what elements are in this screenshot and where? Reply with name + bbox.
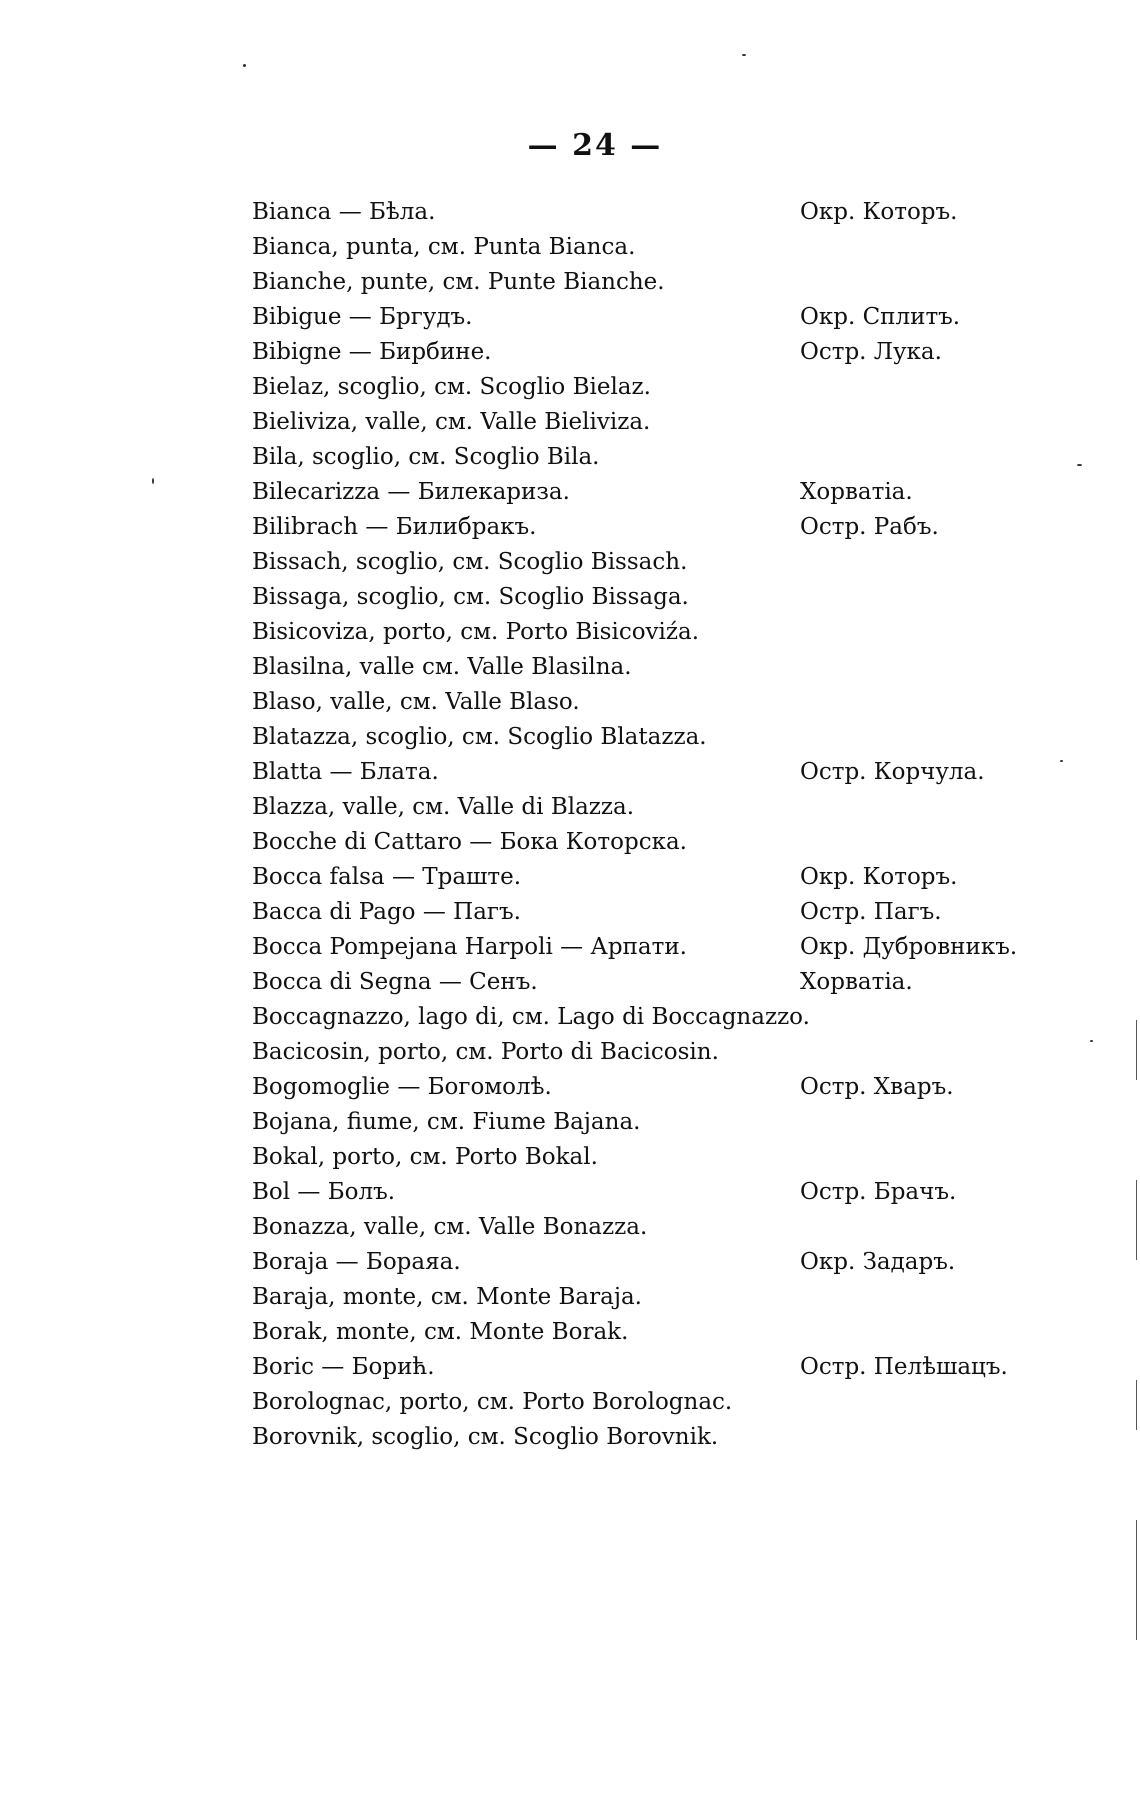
entry-region: Окр. Сплитъ. [800,304,961,330]
scan-edge-line [1136,1520,1137,1640]
entry-region: Остр. Пагъ. [800,899,942,925]
list-item [252,650,1042,685]
entry-name: Bianca — Бѣла. [252,199,436,225]
scan-edge-line [1136,1180,1137,1260]
entry-name: Bissach, scoglio, см. Scoglio Bissach. [252,549,688,575]
entry-region: Остр. Хваръ. [800,1074,954,1100]
scan-speck [152,478,154,484]
list-item [252,300,1042,335]
entry-name: Bojana, fiume, см. Fiume Bajana. [252,1109,641,1135]
entry-name: Bocca falsa — Траште. [252,864,522,890]
entry-region: Остр. Корчула. [800,759,985,785]
entry-name: Bacicosin, porto, см. Porto di Bacicosin. [252,1039,719,1065]
list-item [252,1140,1042,1175]
list-item [252,1385,1042,1420]
list-item [252,545,1042,580]
list-item [252,860,1042,895]
entry-name: Blaso, valle, см. Valle Blaso. [252,689,580,715]
entry-name: Bol — Болъ. [252,1179,396,1205]
list-item [252,1175,1042,1210]
entry-region: Окр. Задаръ. [800,1249,956,1275]
list-item [252,965,1042,1000]
list-item [252,1315,1042,1350]
list-item [252,1105,1042,1140]
entry-name: Bacca di Pago — Пагъ. [252,899,521,925]
list-item [252,230,1042,265]
entry-name: Bilibrach — Билибракъ. [252,514,537,540]
entry-region: Окр. Которъ. [800,864,958,890]
entry-name: Bissaga, scoglio, см. Scoglio Bissaga. [252,584,689,610]
scan-edge-line [1136,1020,1137,1080]
scan-speck [742,54,746,56]
page-number: — 24 — [527,128,663,163]
list-item [252,790,1042,825]
entry-name: Bila, scoglio, см. Scoglio Bila. [252,444,600,470]
entry-name: Bocche di Cattaro — Бока Которска. [252,829,687,855]
scan-speck [1077,464,1082,466]
entry-name: Bocca Pompejana Harpoli — Арпати. [252,934,687,960]
entry-region: Остр. Лука. [800,339,942,365]
entry-name: Borolognac, porto, см. Porto Borolognac. [252,1389,733,1415]
list-item [252,1245,1042,1280]
entry-region: Остр. Брачъ. [800,1179,957,1205]
entry-name: Bianche, punte, см. Punte Bianche. [252,269,665,295]
scan-speck [243,64,246,67]
entry-name: Boraja — Бораяа. [252,1249,461,1275]
entry-name: Baraja, monte, см. Monte Baraja. [252,1284,642,1310]
entry-name: Bogomoglie — Богомолѣ. [252,1074,552,1100]
entry-name: Blatazza, scoglio, см. Scoglio Blatazza. [252,724,707,750]
list-item [252,895,1042,930]
entry-region: Хорватіа. [800,969,913,995]
entry-name: Bonazza, valle, см. Valle Bonazza. [252,1214,648,1240]
list-item [252,1210,1042,1245]
entry-region: Окр. Дубровникъ. [800,934,1018,960]
entry-name: Boric — Борић. [252,1354,435,1380]
list-item [252,825,1042,860]
entry-name: Boccagnazzo, lago di, см. Lago di Boccagnazzo. [252,1004,810,1030]
entry-name: Bieliviza, valle, см. Valle Bieliviza. [252,409,651,435]
list-item [252,1035,1042,1070]
scan-edge-line [1136,1380,1137,1430]
list-item [252,1070,1042,1105]
entry-name: Bocca di Segna — Сенъ. [252,969,538,995]
entry-region: Остр. Рабъ. [800,514,939,540]
entry-name: Blazza, valle, см. Valle di Blazza. [252,794,635,820]
list-item [252,475,1042,510]
list-item [252,685,1042,720]
list-item [252,615,1042,650]
entry-name: Bokal, porto, см. Porto Bokal. [252,1144,598,1170]
entry-name: Bianca, punta, см. Punta Bianca. [252,234,636,260]
list-item [252,1000,1042,1035]
entry-name: Blatta — Блата. [252,759,439,785]
entry-name: Blasilna, valle см. Valle Blasilna. [252,654,632,680]
list-item [252,755,1042,790]
entry-name: Bibigne — Бирбине. [252,339,492,365]
list-item [252,580,1042,615]
scan-speck [1060,760,1063,762]
entry-name: Bibigue — Бргудъ. [252,304,473,330]
list-item [252,510,1042,545]
list-item [252,1350,1042,1385]
list-item [252,720,1042,755]
list-item [252,195,1042,230]
entry-region: Окр. Которъ. [800,199,958,225]
entry-name: Bilecarizza — Билекариза. [252,479,570,505]
list-item [252,1420,1042,1455]
list-item [252,370,1042,405]
entry-name: Borak, monte, см. Monte Borak. [252,1319,629,1345]
scan-speck [1090,1040,1093,1042]
entry-name: Bielaz, scoglio, см. Scoglio Bielaz. [252,374,651,400]
gazetteer-list [252,195,1042,1455]
entry-region: Хорватіа. [800,479,913,505]
entry-region: Остр. Пелѣшацъ. [800,1354,1008,1380]
list-item [252,440,1042,475]
list-item [252,265,1042,300]
entry-name: Borovnik, scoglio, см. Scoglio Borovnik. [252,1424,719,1450]
entry-name: Bisicoviza, porto, см. Porto Bisicoviźa. [252,619,700,645]
list-item [252,1280,1042,1315]
list-item [252,405,1042,440]
list-item [252,930,1042,965]
list-item [252,335,1042,370]
